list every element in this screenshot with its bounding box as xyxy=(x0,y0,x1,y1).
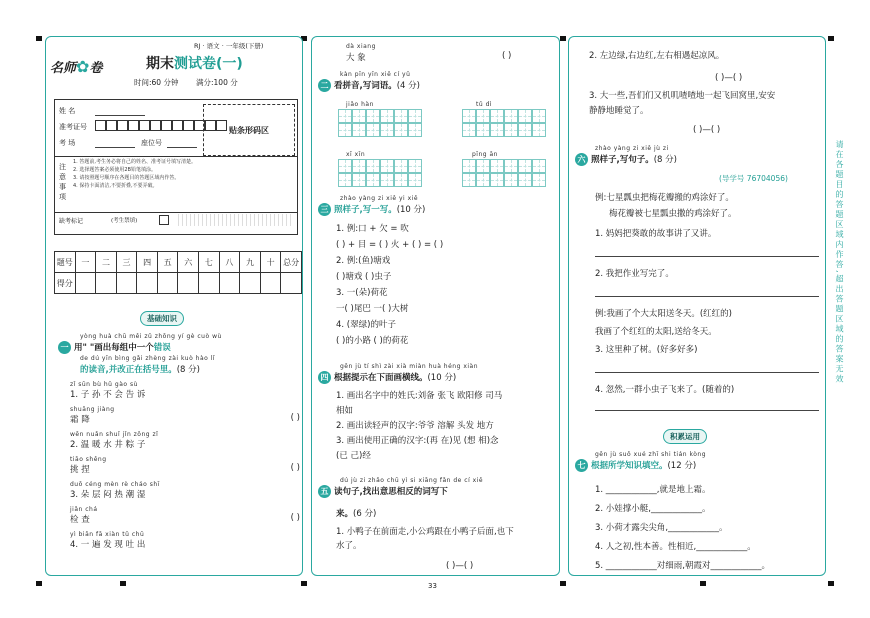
item-pinyin: zǐ sūn bù hǔ gào sù xyxy=(70,381,138,388)
score-col: 总分 xyxy=(281,252,302,273)
score-col: 四 xyxy=(137,252,158,273)
score-cell[interactable] xyxy=(137,273,158,294)
q5-lines xyxy=(336,525,514,553)
top-lines xyxy=(589,45,825,141)
exam-label: 考 场 xyxy=(59,139,76,147)
q1-pinyin2: de dú yīn bìng gǎi zhèng zài kuò hào lǐ xyxy=(80,355,216,362)
answer-blank[interactable]: ( )—( ) xyxy=(715,73,743,83)
page-number: 33 xyxy=(428,582,437,590)
list-item[interactable]: ( )的小路 ( )的荷花 xyxy=(336,336,409,346)
absent-label: 缺考标记 xyxy=(59,218,84,225)
q1-heading2: 的读音,并改正在括号里。(8 分) xyxy=(80,365,200,375)
absent-checkbox[interactable] xyxy=(159,215,169,225)
writing-grid[interactable] xyxy=(462,109,546,123)
score-cell[interactable] xyxy=(116,273,137,294)
list-item[interactable]: 5. ____________对细雨,朝霞对____________。 xyxy=(595,561,771,571)
q6-code: (导学号 76704056) xyxy=(719,174,788,183)
edition: RJ · 语文 · 一年级(下册) xyxy=(194,42,264,50)
side-notice: 请在各题目的答题区域内作答,超出答题区域的答案无效 xyxy=(835,140,844,385)
q5-blank[interactable]: ( )—( ) xyxy=(446,561,474,571)
writing-grid[interactable] xyxy=(338,109,422,123)
q4-heading: 四 根据提示在下面画横线。(10 分) xyxy=(318,371,456,384)
list-item: 霜 降 ( ) xyxy=(70,413,300,425)
score-header-label: 题号 xyxy=(55,252,76,273)
word-pinyin: xī xīn xyxy=(346,151,366,158)
answer-line[interactable] xyxy=(595,371,819,373)
registration-mark xyxy=(36,581,42,586)
score-cell[interactable] xyxy=(178,273,199,294)
list-item: 2. 我把作业写完了。 xyxy=(595,269,674,279)
registration-mark xyxy=(700,581,706,586)
q6-example2: 梅花瓣被七星瓢虫撒的鸡涂好了。 xyxy=(609,209,737,219)
q1-pinyin: yòng huà chū měi zǔ zhōng yí gè cuò wù xyxy=(80,333,222,340)
score-col: 二 xyxy=(96,252,117,273)
q5-heading: 五 读句子,找出意思相反的词写下 xyxy=(318,485,448,498)
right-panel xyxy=(568,36,826,576)
list-item[interactable]: 2. 画出读轻声的汉字:爷爷 溶解 头发 地方 xyxy=(336,421,494,431)
notes-list: 1. 答题前,考生务必将自己的姓名、准考证号填写清楚。 2. 选择题答案必须使用2B铅笔填涂。 3. 请按照题号顺序在各题目的答题区域内作答。 4. 保持卡面清洁,不要折叠,不要弄破。 xyxy=(73,159,196,189)
score-table xyxy=(54,251,302,294)
list-item[interactable]: ( ) + 目 = ( ) 火 + ( ) = ( ) xyxy=(336,240,444,250)
q1-items xyxy=(70,381,300,550)
q6-number-icon: 六 xyxy=(575,153,588,166)
q3-heading: 三 照样子,写一写。(10 分) xyxy=(318,203,425,216)
name-label: 姓 名 xyxy=(59,107,76,115)
q6-heading: 六 照样子,写句子。(8 分) xyxy=(575,153,677,166)
q7-lines xyxy=(595,481,770,576)
left-panel xyxy=(45,36,303,576)
score-cell[interactable] xyxy=(219,273,240,294)
registration-mark xyxy=(828,581,834,586)
answer-line[interactable] xyxy=(595,295,819,297)
list-item: 水了。 xyxy=(336,541,362,551)
list-item: 静静地睡觉了。 xyxy=(589,106,649,116)
top-item: 大 象 xyxy=(346,53,366,63)
registration-mark xyxy=(120,581,126,586)
fill-sample xyxy=(175,214,293,226)
q1-heading: 一 用" "画出每组中一个错误 xyxy=(58,341,171,354)
list-item: 4. (翠绿)的叶子 xyxy=(336,320,396,330)
time-label: 时间:60 分钟 xyxy=(134,78,179,87)
word-pinyin: tǔ dì xyxy=(476,101,493,108)
q7-heading: 七 根据所学知识填空。(12 分) xyxy=(575,459,696,472)
list-item: 1. 妈妈把葵敢的故事讲了又讲。 xyxy=(595,229,717,239)
writing-grid[interactable] xyxy=(338,123,422,137)
score-col: 九 xyxy=(240,252,261,273)
list-item: 例:我画了个大太阳送冬天。(红红的) xyxy=(595,309,732,319)
word-pinyin: jiǎo hàn xyxy=(346,101,374,108)
q5-heading2: 来。(6 分) xyxy=(336,509,377,519)
list-item[interactable]: 3. 小荷才露尖尖角,____________。 xyxy=(595,523,728,533)
list-item: 1. 例:口 + 欠 = 吹 xyxy=(336,224,409,234)
notes-label: 注意事项 xyxy=(59,163,66,201)
score-col: 十 xyxy=(260,252,281,273)
writing-grid[interactable] xyxy=(462,173,546,187)
q6-example: 例:七星瓢虫把梅花瓣搬的鸡涂好了。 xyxy=(595,193,734,203)
q7-number-icon: 七 xyxy=(575,459,588,472)
registration-mark xyxy=(560,36,566,41)
q2-number-icon: 二 xyxy=(318,79,331,92)
middle-panel xyxy=(311,36,560,576)
seat-field[interactable] xyxy=(167,146,197,148)
list-item[interactable]: 2. 小娃撑小艇,____________。 xyxy=(595,504,711,514)
list-item: 2. 温 暖 水 井 粽 子 xyxy=(70,440,146,450)
info-box xyxy=(54,99,298,235)
list-item: 3. 一(朵)荷花 xyxy=(336,288,388,298)
word-pinyin: pīng ān xyxy=(472,151,498,158)
q1-number-icon: 一 xyxy=(58,341,71,354)
list-item[interactable]: 一( )尾巴 一( )大树 xyxy=(336,304,409,314)
score-col: 一 xyxy=(75,252,96,273)
name-field[interactable] xyxy=(95,114,145,116)
seat-label: 座位号 xyxy=(141,139,162,147)
score-cell[interactable] xyxy=(281,273,302,294)
registration-mark xyxy=(560,581,566,586)
q4-pinyin: gēn jù tí shì zài xià miàn huà héng xiàn xyxy=(340,363,479,370)
list-item: 挑 捏 ( ) xyxy=(70,463,300,475)
score-cell[interactable] xyxy=(96,273,117,294)
item-pinyin: yì biān fā xiàn tǔ chū xyxy=(70,531,145,538)
list-item: 3. 大一些,吾们们又机叽喳喳地一起飞回窝里,安安 xyxy=(589,91,776,101)
item-pinyin: duō céng mèn rè cháo shī xyxy=(70,481,160,488)
list-item: 1. 子 孙 不 会 告 诉 xyxy=(70,390,146,400)
section-title: 积累运用 xyxy=(663,429,707,444)
writing-grid[interactable] xyxy=(338,159,422,173)
answer-blank[interactable]: ( )—( ) xyxy=(693,125,721,135)
score-cell[interactable] xyxy=(75,273,96,294)
item-pinyin: shuāng jiàng xyxy=(70,406,115,413)
list-item: 1. 小鸭子在前面走,小公鸡跟在小鸭子后面,也下 xyxy=(336,527,514,537)
score-cell[interactable] xyxy=(157,273,178,294)
list-item: 3. 朵 层 闷 热 潮 湿 xyxy=(70,490,146,500)
item-pinyin: wēn nuǎn shuǐ jǐn zōng zǐ xyxy=(70,431,159,438)
top-blank[interactable]: ( ) xyxy=(502,51,512,61)
q3-number-icon: 三 xyxy=(318,203,331,216)
barcode-area: 贴条形码区 xyxy=(203,104,295,156)
top-pinyin: dà xiang xyxy=(346,43,376,50)
list-item[interactable]: 1. 画出名字中的姓氏:刘备 张飞 欧阳修 司马 xyxy=(336,391,503,401)
list-item: 4. 忽然,一群小虫子飞来了。(随着的) xyxy=(595,385,735,395)
score-cell[interactable] xyxy=(240,273,261,294)
item-pinyin: tiāo shěng xyxy=(70,456,107,463)
score-cell[interactable] xyxy=(199,273,220,294)
writing-grid[interactable] xyxy=(338,173,422,187)
list-item: 我画了个红红的太阳,送给冬天。 xyxy=(595,327,717,337)
answer-line[interactable] xyxy=(595,255,819,257)
score-col: 七 xyxy=(199,252,220,273)
q4-lines xyxy=(336,389,502,464)
score-col: 六 xyxy=(178,252,199,273)
list-item: 2. 例:(鱼)塘戏 xyxy=(336,256,391,266)
list-item[interactable]: ( )塘戏 ( )虫子 xyxy=(336,272,392,282)
list-item[interactable]: 1. ____________,就是地上霜。 xyxy=(595,485,711,495)
score-cell[interactable] xyxy=(260,273,281,294)
q4-number-icon: 四 xyxy=(318,371,331,384)
q7-pinyin: gēn jù suǒ xué zhī shi tián kòng xyxy=(595,451,707,458)
score-col: 三 xyxy=(116,252,137,273)
q3-pinyin: zhào yàng zi xiě yi xiě xyxy=(340,195,419,202)
writing-grid[interactable] xyxy=(462,159,546,173)
list-item[interactable]: 相如 xyxy=(336,406,354,416)
exam-field[interactable] xyxy=(95,146,135,148)
q2-heading: 二 看拼音,写词语。(4 分) xyxy=(318,79,420,92)
logo: 名师✿卷 xyxy=(50,57,103,76)
q2-pinyin: kàn pīn yīn xiě cí yǔ xyxy=(340,71,411,78)
score-col: 五 xyxy=(157,252,178,273)
writing-grid[interactable] xyxy=(462,123,546,137)
list-item[interactable]: 4. 人之初,性本善。性相近,____________。 xyxy=(595,542,756,552)
score-col: 八 xyxy=(219,252,240,273)
page-title: 期末测试卷(一) xyxy=(146,56,243,72)
registration-mark xyxy=(36,36,42,41)
registration-mark xyxy=(301,581,307,586)
score-row-label: 得分 xyxy=(55,273,76,294)
item-pinyin: jiǎn chá xyxy=(70,506,98,513)
list-item: 3. 这里种了树。(好多好多) xyxy=(595,345,698,355)
q5-number-icon: 五 xyxy=(318,485,331,498)
list-item[interactable]: (已 己)经 xyxy=(336,451,371,461)
list-item: 4. 一 遍 发 现 吐 出 xyxy=(70,540,146,550)
score-full-label: 满分:100 分 xyxy=(196,78,238,87)
absent-note: (考生禁填) xyxy=(111,218,138,224)
registration-mark xyxy=(828,36,834,41)
q3-lines xyxy=(336,221,443,349)
list-item: 检 查 ( ) xyxy=(70,513,300,525)
list-item[interactable]: 3. 画出使用正确的汉字:(再 在)见 (想 相)念 xyxy=(336,436,499,446)
q6-pinyin: zhào yàng zi xiě jù zi xyxy=(595,145,669,152)
list-item: 2. 左边绿,右边红,左右相遇起凉风。 xyxy=(589,51,725,61)
answer-line[interactable] xyxy=(595,409,819,411)
id-label: 准考证号 xyxy=(59,123,87,131)
q5-pinyin: dú jù zi zhǎo chū yì si xiāng fǎn de cí xiě xyxy=(340,477,484,484)
section-title: 基础知识 xyxy=(140,311,184,326)
